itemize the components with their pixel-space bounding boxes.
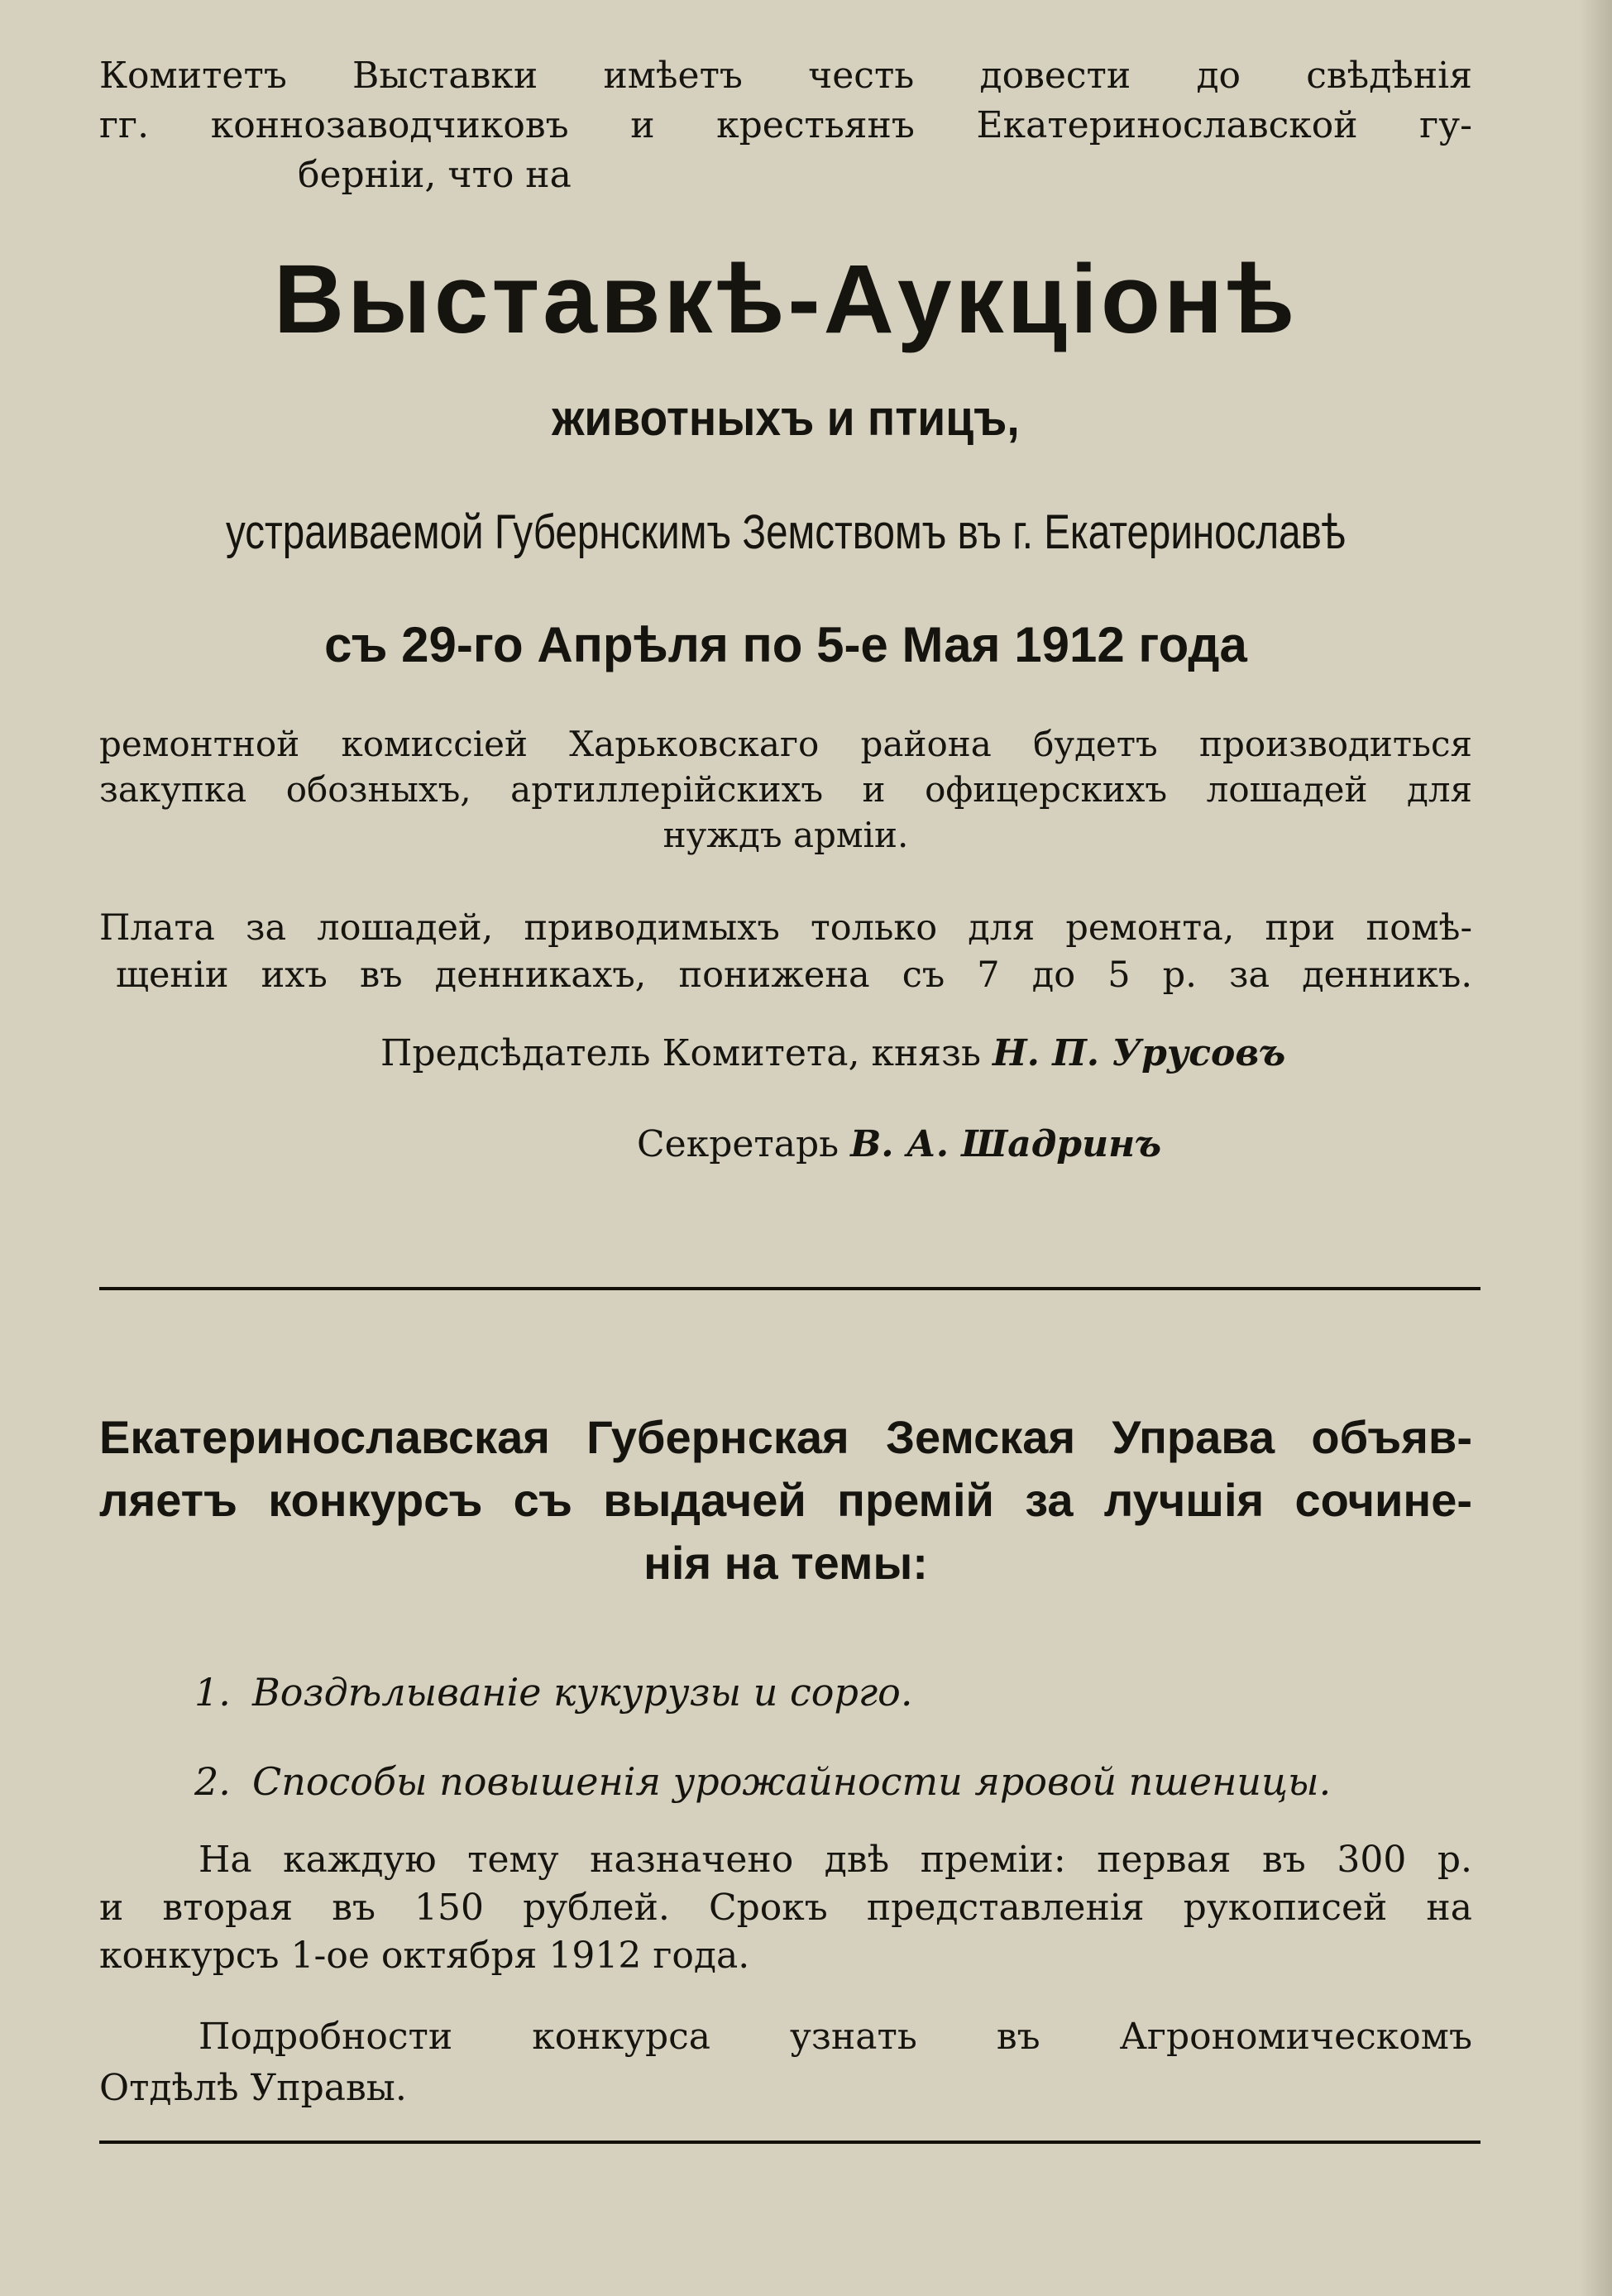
- prizes-line: На каждую тему назначено двѣ преміи: первая въ 300 р.: [199, 1839, 1472, 1881]
- contest-heading-line: Екатеринославская Губернская Земская Управа объяв-: [99, 1411, 1472, 1463]
- secretary-role: Секретарь: [637, 1123, 839, 1165]
- topic-text: Способы повышенія урожайности яровой пшеницы.: [252, 1759, 1332, 1804]
- exhibition-title: Выставкѣ-Аукціонѣ: [273, 245, 1299, 354]
- prizes-line: конкурсъ 1-ое октября 1912 года.: [99, 1935, 750, 1977]
- fee-paragraph: [99, 905, 1472, 999]
- contest-heading-line: ляетъ конкурсъ съ выдачей премій за лучшія сочине-: [99, 1474, 1472, 1526]
- topic-number: 1.: [194, 1670, 231, 1715]
- purchase-line: ремонтной комиссіей Харьковскаго района будетъ производиться: [99, 724, 1472, 764]
- chairman-role: Предсѣдатель Комитета, князь: [380, 1032, 981, 1074]
- exhibition-subtitle: животныхъ и птицъ,: [552, 390, 1020, 446]
- chairman-name: Н. П. Урусовъ: [993, 1032, 1286, 1074]
- intro-line: гг. коннозаводчиковъ и крестьянъ Екатеринославской гу-: [99, 104, 1472, 146]
- prizes-paragraph: [99, 1836, 1472, 1980]
- details-line: Отдѣлѣ Управы.: [99, 2067, 407, 2109]
- prizes-line: и вторая въ 150 рублей. Срокъ представленія рукописей на: [99, 1887, 1472, 1929]
- secretary-signature: [637, 1122, 1161, 1168]
- fee-line: щеніи ихъ въ денникахъ, понижена съ 7 до 5 р. за денникъ.: [116, 954, 1472, 996]
- fee-line: Плата за лошадей, приводимыхъ только для ремонта, при помѣ-: [99, 907, 1472, 949]
- purchase-line: нуждъ арміи.: [662, 815, 909, 855]
- details-line: Подробности конкурса узнать въ Агрономическомъ: [199, 2016, 1472, 2058]
- intro-line: берніи, что на: [298, 154, 572, 196]
- secretary-name: В. А. Шадринъ: [850, 1123, 1162, 1165]
- contest-topic: [194, 1667, 1518, 1717]
- organizer-line: устраиваемой Губернскимъ Земствомъ въ г. Екатеринославѣ: [225, 505, 1347, 559]
- intro-line: Комитетъ Выставки имѣетъ честь довести до свѣдѣнія: [99, 55, 1472, 97]
- exhibition-dates: съ 29-го Апрѣля по 5-е Мая 1912 года: [324, 617, 1247, 672]
- section-divider: [99, 1287, 1480, 1290]
- purchase-line: закупка обозныхъ, артиллерійскихъ и офицерскихъ лошадей для: [99, 769, 1472, 810]
- details-paragraph: [99, 2011, 1472, 2114]
- intro-paragraph: [99, 51, 1472, 200]
- purchase-paragraph: [99, 721, 1472, 858]
- contest-heading: [99, 1406, 1472, 1595]
- topic-text: Воздѣлываніе кукурузы и сорго.: [252, 1670, 913, 1715]
- bottom-divider: [99, 2141, 1480, 2144]
- chairman-signature: [380, 1031, 1285, 1077]
- contest-topic: [194, 1757, 1518, 1806]
- topic-number: 2.: [194, 1759, 231, 1804]
- contest-heading-line: нія на темы:: [643, 1537, 928, 1589]
